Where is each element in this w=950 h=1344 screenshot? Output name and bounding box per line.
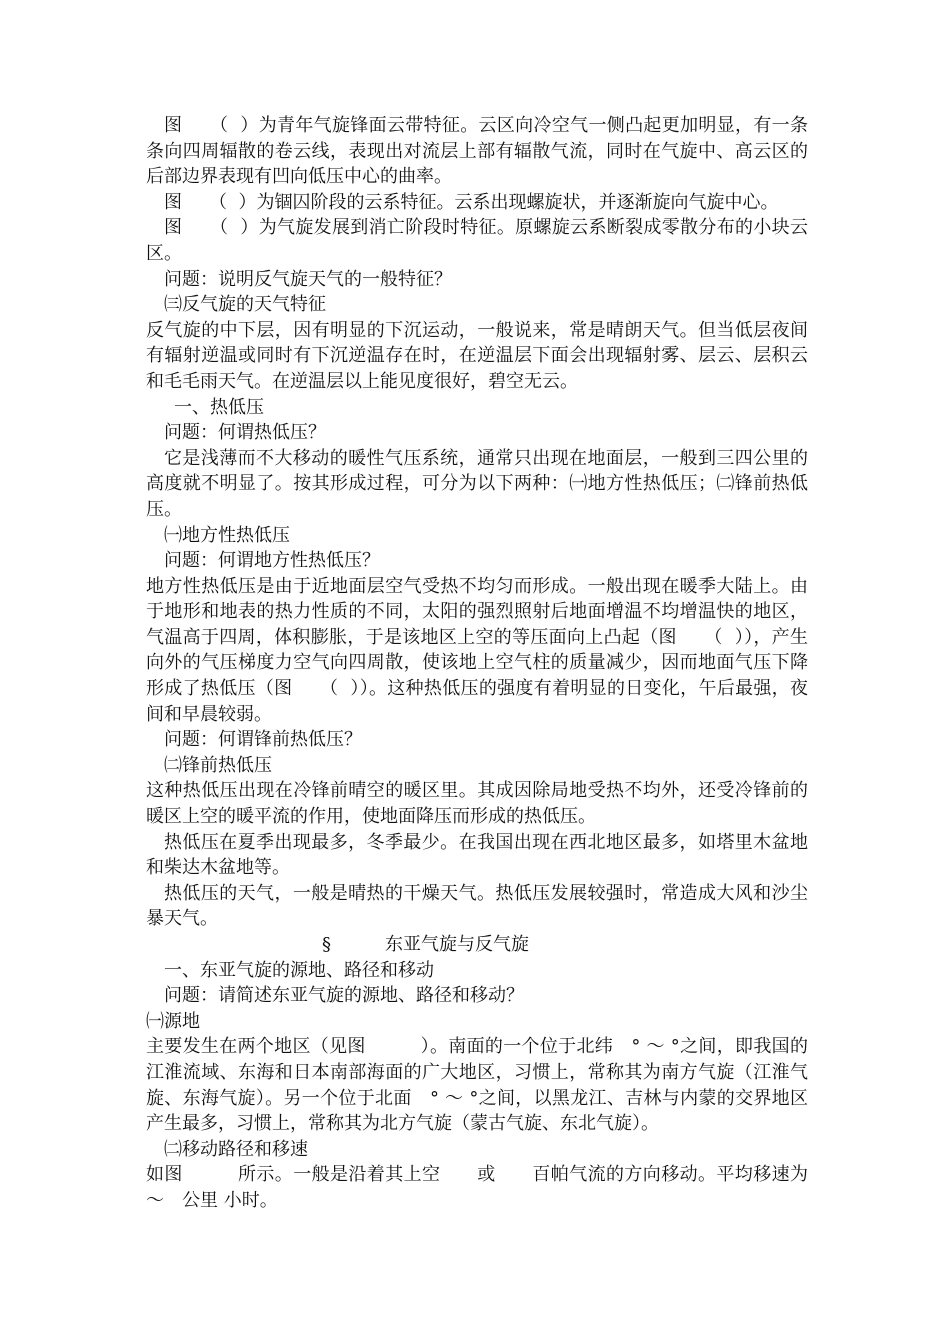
paragraph-local-thermal-low: 地方性热低压是由于近地面层空气受热不均匀而形成。一般出现在暖季大陆上。由于地形和地表的热力性质的不同，太阳的强烈照射后地面增温不均增温快的地区，气温高于四周，体积膨胀，于是该地区上空的等压面向上凸起（图 （ ）），产生向外的气压梯度力空气向四周散，使该地上空气柱的质量减少，因而地面气压下降形成了热低压（图 （ ））。这种热低压的强度有着明显的日变化，午后最强，夜间和早晨较弱。 (146, 575, 808, 725)
paragraph-movement-path: 如图 所示。一般是沿着其上空 或 百帕气流的方向移动。平均移速为 ～ 公里 小时。 (146, 1164, 826, 1211)
heading-local-thermal-low: ㈠地方性热低压 (164, 524, 290, 546)
heading-anticyclone-weather: ㈢反气旋的天气特征 (164, 294, 326, 316)
question-thermal-low: 问题：何谓热低压？ (164, 422, 326, 444)
paragraph-occluded-stage: 图 （ ）为锢囚阶段的云系特征。云系出现螺旋状，并逐渐旋向气旋中心。 (164, 191, 779, 213)
paragraph-thermal-low-distribution: 热低压在夏季出现最多，冬季最少。在我国出现在西北地区最多，如塔里木盆地和柴达木盆地等。 (146, 831, 808, 879)
paragraph-thermal-low-weather: 热低压的天气，一般是晴热的干燥天气。热低压发展较强时，常造成大风和沙尘暴天气。 (146, 882, 808, 930)
heading-thermal-low: 一、热低压 (174, 396, 264, 418)
paragraph-anticyclone-weather: 反气旋的中下层，因有明显的下沉运动，一般说来，常是晴朗天气。但当低层夜间有辐射逆温或同时有下沉逆温存在时，在逆温层下面会出现辐射雾、层云、层积云和毛毛雨天气。在逆温层以上能见度很好，碧空无云。 (146, 319, 808, 392)
question-east-asia-cyclone: 问题：请简述东亚气旋的源地、路径和移动？ (164, 985, 524, 1007)
paragraph-dissipating-stage: 图 （ ）为气旋发展到消亡阶段时特征。原螺旋云系断裂成零散分布的小块云区。 (146, 217, 808, 264)
question-local-thermal-low: 问题：何谓地方性热低压？ (164, 550, 380, 572)
heading-movement-path: ㈡移动路径和移速 (164, 1138, 308, 1160)
paragraph-young-cyclone-cloud: 图 （ ）为青年气旋锋面云带特征。云区向冷空气一侧凸起更加明显，有一条条向四周辐散的卷云线，表现出对流层上部有辐散气流，同时在气旋中、高云区的后部边界表现有凹向低压中心的曲率。 (146, 115, 808, 188)
question-prefrontal-thermal-low: 问题：何谓锋前热低压？ (164, 729, 362, 751)
question-anticyclone-weather: 问题：说明反气旋天气的一般特征？ (164, 268, 452, 290)
section-title-east-asia: § 东亚气旋与反气旋 (322, 934, 529, 955)
heading-source-region: ㈠源地 (146, 1010, 200, 1032)
paragraph-source-region: 主要发生在两个地区（见图 ）。南面的一个位于北纬 ° ～ °之间，即我国的江淮流域、东海和日本南部海面的广大地区，习惯上，常称其为南方气旋（江淮气旋、东海气旋）。另一个位于北面 ° ～ °之间，以黑龙江、吉林与内蒙的交界地区产生最多，习惯上，常称其为北方气旋（蒙古气旋、东北气旋）。 (146, 1036, 808, 1135)
heading-east-asia-cyclone-source: 一、东亚气旋的源地、路径和移动 (164, 959, 434, 981)
paragraph-prefrontal-thermal-low: 这种热低压出现在冷锋前晴空的暖区里。其成因除局地受热不均外，还受冷锋前的暖区上空的暖平流的作用，使地面降压而形成的热低压。 (146, 780, 808, 828)
paragraph-thermal-low-definition: 它是浅薄而不大移动的暖性气压系统，通常只出现在地面层，一般到三四公里的高度就不明显了。按其形成过程，可分为以下两种：㈠地方性热低压；㈡锋前热低压。 (146, 447, 808, 520)
document-body (146, 113, 826, 1214)
heading-prefrontal-thermal-low: ㈡锋前热低压 (164, 754, 272, 776)
